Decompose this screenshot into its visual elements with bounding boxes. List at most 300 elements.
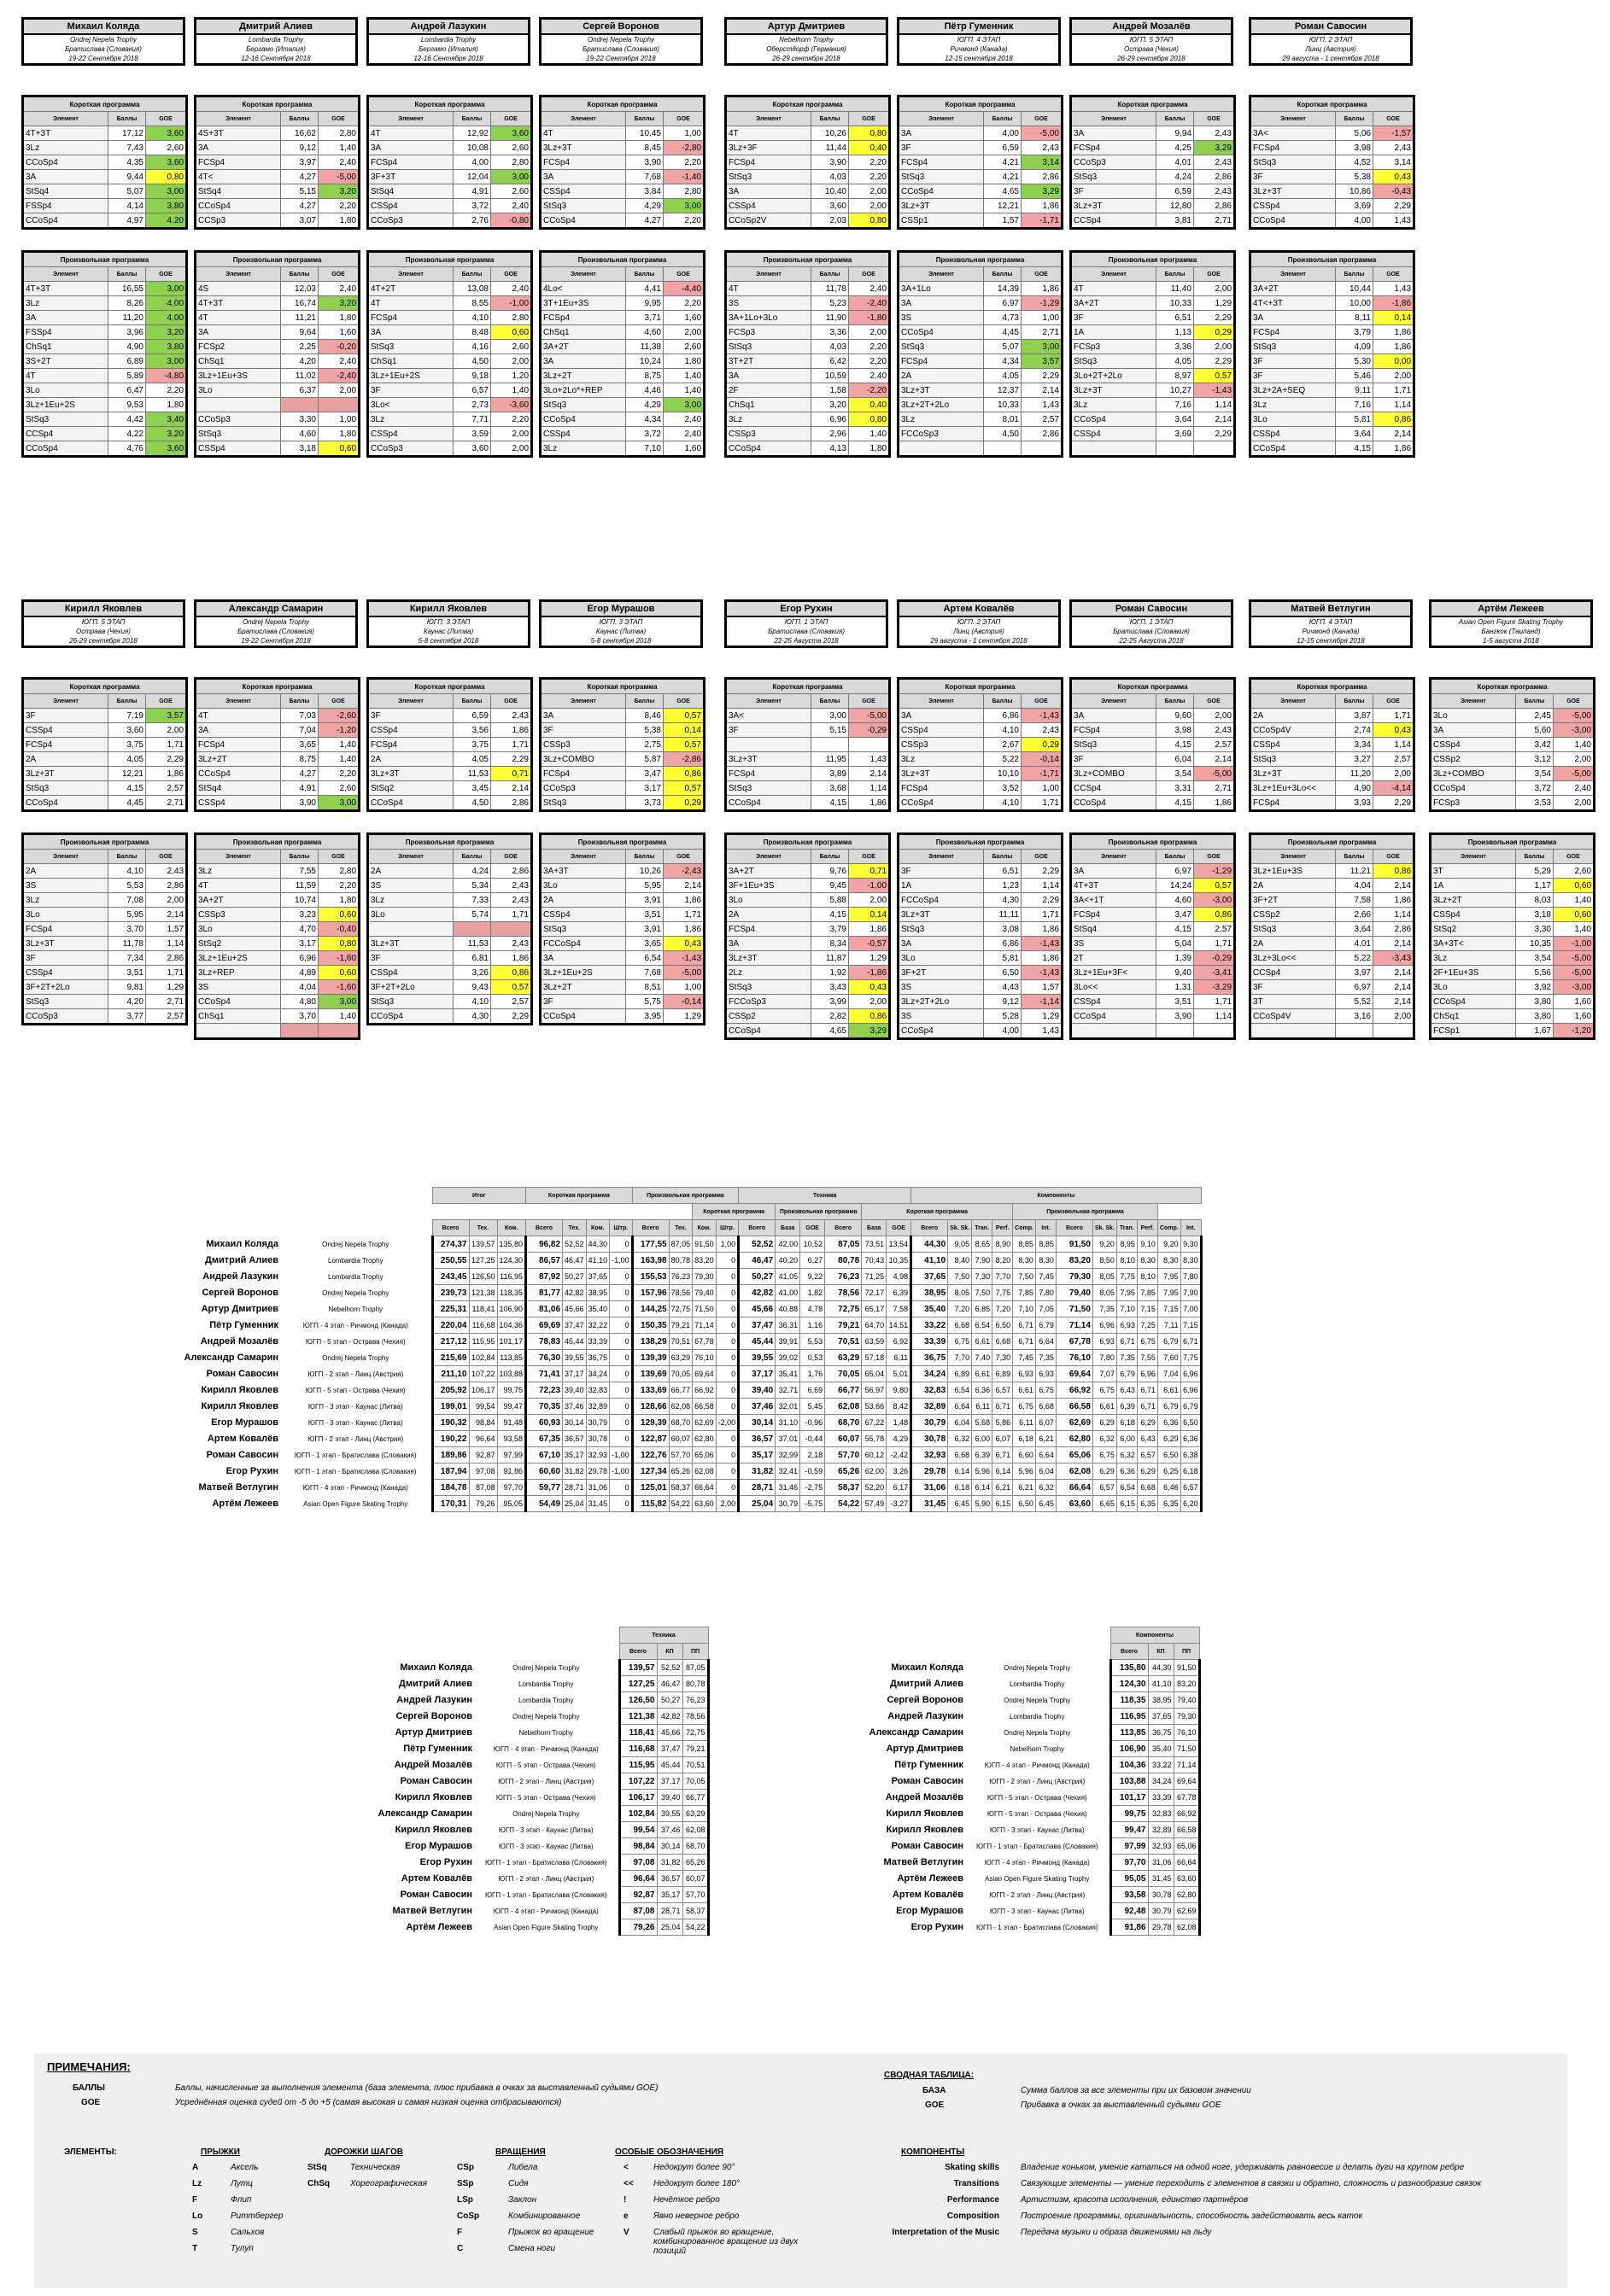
element-code: 3A+2T: [541, 340, 626, 354]
element-score: 11,44: [811, 141, 849, 155]
value: 274,37: [432, 1236, 469, 1253]
value: 57,70: [669, 1447, 693, 1463]
value: 8,30: [1180, 1253, 1201, 1269]
element-score: 6,37: [281, 383, 319, 398]
col-header: ПП: [682, 1644, 708, 1660]
value: 6,61: [1092, 1399, 1116, 1415]
event-place: Острава (Чехия): [76, 628, 131, 635]
element-code: CCoSp2V: [726, 213, 811, 229]
skater-name: Андрей Мозалёв: [200, 1336, 278, 1347]
element-score: 1,92: [811, 966, 849, 980]
element-score: 4,42: [108, 412, 146, 427]
element-code: StSq3: [23, 412, 108, 427]
value: 97,08: [619, 1855, 657, 1871]
element-code: 3F+2T+2Lo: [368, 980, 454, 995]
value: 50,27: [657, 1692, 682, 1709]
element-row: [899, 1009, 1063, 1024]
col-goe: GOE: [1022, 267, 1063, 282]
element-goe: 1,71: [1022, 908, 1063, 922]
element-row: [899, 383, 1063, 398]
skater-header: [1069, 599, 1233, 648]
element-score: 3,98: [1336, 141, 1373, 155]
value: 8,05: [1092, 1285, 1116, 1301]
element-goe: 0,80: [849, 412, 890, 427]
event-place: Линц (Австрия): [953, 628, 1004, 635]
element-code: 3Lz+1Eu+2S: [368, 369, 454, 383]
value: 6,68: [1035, 1399, 1056, 1415]
element-score: 4,52: [1336, 155, 1373, 170]
element-goe: 2,40: [664, 427, 705, 441]
value: 70,35: [526, 1399, 563, 1415]
value: 6,11: [972, 1399, 992, 1415]
legend-value: Нечёткое ребро: [653, 2195, 720, 2205]
element-goe: 0,43: [1373, 723, 1414, 738]
element-goe: 1,14: [1373, 398, 1414, 412]
value: 0: [610, 1480, 633, 1496]
value: 45,66: [563, 1301, 587, 1317]
value: 14,51: [887, 1317, 911, 1334]
element-score: 4,35: [108, 155, 146, 170]
event-name: Lombardia Trophy: [420, 36, 477, 44]
program-title: Короткая программа: [899, 679, 1063, 694]
group-short: Короткая программа: [526, 1188, 633, 1204]
element-goe: -1,40: [664, 170, 705, 184]
element-score: 4,15: [1156, 796, 1194, 811]
element-score: [1336, 1024, 1373, 1039]
element-score: 4,15: [108, 781, 146, 796]
element-goe: -0,20: [319, 340, 360, 354]
element-goe: -4,80: [146, 369, 187, 383]
element-goe: -1,60: [319, 951, 360, 966]
col-score: Баллы: [454, 694, 491, 709]
value: 37,65: [1148, 1709, 1174, 1725]
element-goe: 2,14: [1194, 752, 1235, 767]
element-goe: 2,40: [319, 282, 360, 296]
element-score: 9,43: [454, 980, 491, 995]
element-code: 2F+1Eu+3S: [1431, 966, 1516, 980]
col-score: Баллы: [811, 112, 849, 126]
element-row: [1250, 922, 1414, 937]
value: 66,64: [1174, 1855, 1199, 1871]
col-element: Элемент: [726, 267, 811, 282]
element-code: CCSp4: [1250, 966, 1336, 980]
element-code: 3A: [1071, 864, 1156, 879]
element-row: [1071, 441, 1235, 457]
element-code: FCSp4: [1250, 325, 1336, 340]
col-element: Элемент: [1250, 850, 1336, 864]
element-score: 12,21: [108, 767, 146, 781]
element-score: 10,10: [984, 767, 1022, 781]
element-code: 3F: [368, 951, 454, 966]
element-score: 5,60: [1516, 723, 1554, 738]
comp-subgroup: Короткая программа: [862, 1204, 1013, 1220]
value: 35,41: [776, 1366, 800, 1382]
element-row: [1250, 354, 1414, 369]
value: 44,30: [1148, 1660, 1174, 1676]
skater-name: Роман Савосин: [1251, 20, 1410, 35]
element-score: 4,21: [984, 170, 1022, 184]
col-header: Всего: [1056, 1220, 1092, 1236]
event-name: ЮГП - 2 этап - Линц (Австрия): [989, 1777, 1086, 1785]
element-code: 2A: [1250, 709, 1336, 723]
element-row: [1431, 738, 1595, 752]
summary-row: [152, 1496, 1201, 1512]
free-program-table: [1429, 833, 1595, 1040]
col-score: Баллы: [1156, 694, 1194, 709]
element-goe: 3,29: [849, 1024, 890, 1039]
element-score: 3,64: [1156, 412, 1194, 427]
element-goe: 1,40: [319, 141, 360, 155]
value: 57,70: [825, 1447, 862, 1463]
col-score: Баллы: [626, 267, 664, 282]
element-goe: 2,00: [491, 441, 532, 457]
value: 33,22: [911, 1317, 948, 1334]
element-score: 10,45: [626, 126, 664, 141]
element-score: 8,11: [1336, 311, 1373, 325]
element-row: [1071, 922, 1235, 937]
skater-name: Александр Самарин: [378, 1808, 472, 1819]
element-code: CCoSp4: [899, 1024, 984, 1039]
legend-value: Владение коньком, умение кататься на одной ноге, удерживать равновесие и делать дуги на крутом ребре: [1021, 2163, 1465, 2172]
element-score: 5,89: [108, 369, 146, 383]
element-score: 10,86: [1336, 184, 1373, 199]
value: 106,17: [619, 1790, 657, 1806]
col-header: GOE: [800, 1220, 825, 1236]
element-score: 4,01: [1336, 937, 1373, 951]
element-row: [196, 922, 360, 937]
value: 250,55: [432, 1253, 469, 1269]
element-code: 3Lo: [23, 908, 108, 922]
event-name: ЮГП - 1 этап - Братислава (Словакия): [484, 1858, 607, 1867]
element-code: 3Lo: [1431, 980, 1516, 995]
value: 5,01: [887, 1366, 911, 1382]
value: 1,48: [887, 1415, 911, 1431]
element-code: 3A+3T<: [1431, 937, 1516, 951]
element-score: 3,70: [108, 922, 146, 937]
value: 65,17: [862, 1301, 887, 1317]
element-goe: 2,00: [1554, 796, 1595, 811]
value: 9,10: [1137, 1236, 1157, 1253]
element-row: [1250, 199, 1414, 213]
element-score: 7,10: [626, 441, 664, 457]
value: 6,57: [1180, 1480, 1201, 1496]
element-code: 3Lz: [1250, 398, 1336, 412]
element-goe: 0,86: [849, 1009, 890, 1024]
element-goe: -0,43: [1373, 184, 1414, 199]
value: 96,64: [469, 1431, 497, 1447]
value: 0: [610, 1236, 633, 1253]
note-base-value: Сумма баллов за все элементы при их базовом значении: [1021, 2086, 1251, 2095]
element-row: [899, 893, 1063, 908]
element-score: 11,38: [626, 340, 664, 354]
value: 33,39: [1148, 1790, 1174, 1806]
value: 72,17: [862, 1285, 887, 1301]
value: 6,45: [1035, 1496, 1056, 1512]
skater-name: Пётр Гуменник: [209, 1320, 278, 1330]
value: 62,08: [1056, 1463, 1092, 1480]
element-row: [196, 155, 360, 170]
value: 13,54: [887, 1236, 911, 1253]
element-code: 3F: [23, 709, 108, 723]
value: 0: [716, 1480, 739, 1496]
element-code: CCoSp4: [1431, 995, 1516, 1009]
value: 8,10: [1116, 1253, 1137, 1269]
element-goe: 3,20: [146, 427, 187, 441]
value: 44,30: [586, 1236, 610, 1253]
element-code: StSq3: [368, 340, 454, 354]
element-goe: 2,86: [1022, 170, 1063, 184]
value: 199,01: [432, 1399, 469, 1415]
element-score: 9,11: [1336, 383, 1373, 398]
value: 106,90: [1110, 1741, 1148, 1757]
skater-name: Матвей Ветлугин: [1251, 602, 1410, 617]
event-name: ЮГП - 3 этап - Каунас (Литва): [989, 1907, 1085, 1915]
element-row: [541, 184, 705, 199]
element-code: StSq3: [899, 170, 984, 184]
element-row: [368, 213, 532, 229]
element-goe: 2,60: [146, 141, 187, 155]
element-score: 3,69: [1156, 427, 1194, 441]
col-score: Баллы: [281, 850, 319, 864]
element-code: StSq3: [726, 980, 811, 995]
value: 8,50: [1092, 1253, 1116, 1269]
element-goe: 1,43: [1373, 213, 1414, 229]
value: 36,75: [586, 1350, 610, 1366]
rank-row: [333, 1660, 708, 1676]
element-code: CCoSp4: [368, 796, 454, 811]
event-name: ЮГП - 2 этап - Линц (Австрия): [307, 1434, 404, 1443]
element-row: [23, 296, 187, 311]
value: 65,26: [669, 1463, 693, 1480]
rank-row: [824, 1790, 1199, 1806]
element-row: [899, 951, 1063, 966]
element-goe: 2,43: [491, 709, 532, 723]
program-title: Короткая программа: [1250, 679, 1414, 694]
element-score: 6,96: [281, 951, 319, 966]
value: 6,79: [1157, 1399, 1180, 1415]
skater-name: Кирилл Яковлев: [369, 602, 528, 617]
program-title: Произвольная программа: [541, 252, 705, 267]
rank-row: [824, 1773, 1199, 1790]
value: 72,75: [669, 1301, 693, 1317]
element-goe: -5,00: [664, 966, 705, 980]
skater-header: [1069, 17, 1233, 66]
element-row: [23, 937, 187, 951]
element-code: StSq4: [23, 184, 108, 199]
element-row: [726, 141, 890, 155]
skater-card: [194, 599, 358, 1040]
element-goe: [849, 738, 890, 752]
element-goe: 4,20: [146, 213, 187, 229]
element-row: [368, 951, 532, 966]
element-row: [726, 738, 890, 752]
element-row: [1431, 781, 1595, 796]
element-score: 3,90: [626, 155, 664, 170]
rank-row: [333, 1822, 708, 1838]
element-goe: 2,43: [146, 864, 187, 879]
element-code: StSq3: [541, 199, 626, 213]
element-code: 3F+2T+2Lo: [23, 980, 108, 995]
element-goe: 1,57: [1022, 980, 1063, 995]
skater-card: [539, 17, 703, 458]
legend-key: Lz: [192, 2179, 202, 2188]
element-row: [541, 980, 705, 995]
value: 8,30: [1137, 1253, 1157, 1269]
value: 28,71: [739, 1480, 776, 1496]
skater-header: [897, 599, 1061, 648]
element-goe: 3,60: [146, 126, 187, 141]
element-row: [899, 325, 1063, 340]
element-goe: 3,00: [664, 199, 705, 213]
value: 7,80: [1092, 1350, 1116, 1366]
element-score: 5,34: [454, 879, 491, 893]
rank-row: [333, 1725, 708, 1741]
element-row: [1250, 908, 1414, 922]
summary-row: [152, 1301, 1201, 1317]
skater-card: [1249, 17, 1413, 458]
skater-header: [1249, 599, 1413, 648]
element-score: 3,97: [1336, 966, 1373, 980]
event-place: Братислава (Словакия): [65, 45, 142, 53]
value: 10,52: [800, 1236, 825, 1253]
value: 93,58: [497, 1431, 526, 1447]
element-goe: 1,80: [664, 354, 705, 369]
element-score: 9,40: [1156, 966, 1194, 980]
element-code: 3A: [899, 126, 984, 141]
value: 122,76: [632, 1447, 669, 1463]
summary-row: [152, 1399, 1201, 1415]
element-code: FCSp1: [1431, 1024, 1516, 1039]
element-score: 11,59: [281, 879, 319, 893]
event-name: ЮГП. 2 ЭТАП: [957, 618, 1001, 626]
element-goe: -1,14: [1022, 995, 1063, 1009]
element-score: 3,97: [281, 155, 319, 170]
element-row: [726, 767, 890, 781]
element-row: [368, 398, 532, 412]
legend-key: StSq: [307, 2163, 327, 2172]
element-score: 11,20: [108, 311, 146, 325]
element-code: 3Lz+3T: [899, 908, 984, 922]
rank-row: [333, 1692, 708, 1709]
value: 69,64: [693, 1366, 717, 1382]
skater-name: Михаил Коляда: [891, 1662, 963, 1673]
element-goe: 2,71: [1194, 213, 1235, 229]
element-score: 5,22: [984, 752, 1022, 767]
element-row: [541, 441, 705, 457]
col-element: Элемент: [196, 850, 281, 864]
event-dates: 26-29 сентября 2018: [772, 55, 840, 62]
col-goe: GOE: [849, 850, 890, 864]
skater-name: Андрей Мозалёв: [1072, 20, 1231, 35]
element-goe: 0,60: [491, 325, 532, 340]
element-code: 3A: [196, 325, 281, 340]
value: 133,69: [632, 1382, 669, 1399]
skater-name: Артём Лежеев: [897, 1873, 963, 1884]
element-code: 3Lz+3T: [726, 951, 811, 966]
element-goe: -1,60: [319, 980, 360, 995]
value: 4,78: [800, 1301, 825, 1317]
element-score: 5,88: [811, 893, 849, 908]
value: 6,71: [1116, 1334, 1137, 1350]
event-place: Братислава (Словакия): [583, 45, 659, 53]
element-code: FCSp4: [23, 922, 108, 937]
element-goe: 1,86: [1022, 951, 1063, 966]
element-score: 3,17: [626, 781, 664, 796]
col-header: Штр.: [716, 1220, 739, 1236]
value: 163,98: [632, 1253, 669, 1269]
legend-value: Хореографическая: [350, 2179, 427, 2188]
element-goe: 0,00: [1373, 354, 1414, 369]
element-score: 3,53: [1516, 796, 1554, 811]
col-score: Баллы: [108, 850, 146, 864]
element-score: 6,97: [984, 296, 1022, 311]
col-goe: GOE: [319, 694, 360, 709]
col-score: Баллы: [626, 112, 664, 126]
col-element: Элемент: [196, 267, 281, 282]
element-goe: 2,29: [491, 752, 532, 767]
rank-row: [824, 1887, 1199, 1903]
element-row: [726, 951, 890, 966]
element-row: [1250, 282, 1414, 296]
element-code: 3F: [899, 141, 984, 155]
value: 30,78: [586, 1431, 610, 1447]
element-score: 6,57: [454, 383, 491, 398]
value: 6,29: [1092, 1415, 1116, 1431]
element-code: CCoSp4: [23, 213, 108, 229]
element-goe: 1,14: [1022, 879, 1063, 893]
element-score: 3,64: [1336, 427, 1373, 441]
skater-name: Кирилл Яковлев: [886, 1825, 963, 1835]
value: 78,56: [669, 1285, 693, 1301]
element-score: 3,18: [281, 441, 319, 457]
value: 32,89: [1148, 1822, 1174, 1838]
event-dates: 29 августа - 1 сентября 2018: [1282, 55, 1379, 62]
value: -2,42: [887, 1447, 911, 1463]
element-code: CCoSp4: [23, 155, 108, 170]
value: 70,43: [862, 1253, 887, 1269]
element-goe: 2,00: [849, 995, 890, 1009]
value: 6,71: [992, 1447, 1013, 1463]
value: 121,38: [619, 1709, 657, 1725]
value: 33,39: [586, 1334, 610, 1350]
value: 184,78: [432, 1480, 469, 1496]
program-title: Короткая программа: [726, 96, 890, 112]
value: 7,04: [1157, 1366, 1180, 1382]
element-code: 3T: [1431, 864, 1516, 879]
element-score: 11,78: [811, 282, 849, 296]
element-row: [541, 282, 705, 296]
element-code: 3T: [1250, 995, 1336, 1009]
value: 41,00: [776, 1285, 800, 1301]
skater-card: [1249, 599, 1413, 1040]
value: 107,22: [619, 1773, 657, 1790]
element-score: 17,12: [108, 126, 146, 141]
element-goe: 2,80: [664, 184, 705, 199]
value: 50,27: [739, 1269, 776, 1285]
element-row: [196, 282, 360, 296]
col-element: Элемент: [1071, 267, 1156, 282]
element-goe: 1,00: [664, 126, 705, 141]
element-goe: 2,40: [319, 354, 360, 369]
skater-header: [21, 599, 185, 648]
event-name: ЮГП - 1 этап - Братислава (Словакия): [975, 1842, 1098, 1850]
col-element: Элемент: [726, 112, 811, 126]
event-dates: 29 августа - 1 сентября 2018: [930, 637, 1027, 645]
event-name: Nebelhorn Trophy: [1010, 1744, 1065, 1753]
element-score: 7,03: [281, 709, 319, 723]
element-score: 3,60: [454, 441, 491, 457]
element-row: [899, 170, 1063, 184]
